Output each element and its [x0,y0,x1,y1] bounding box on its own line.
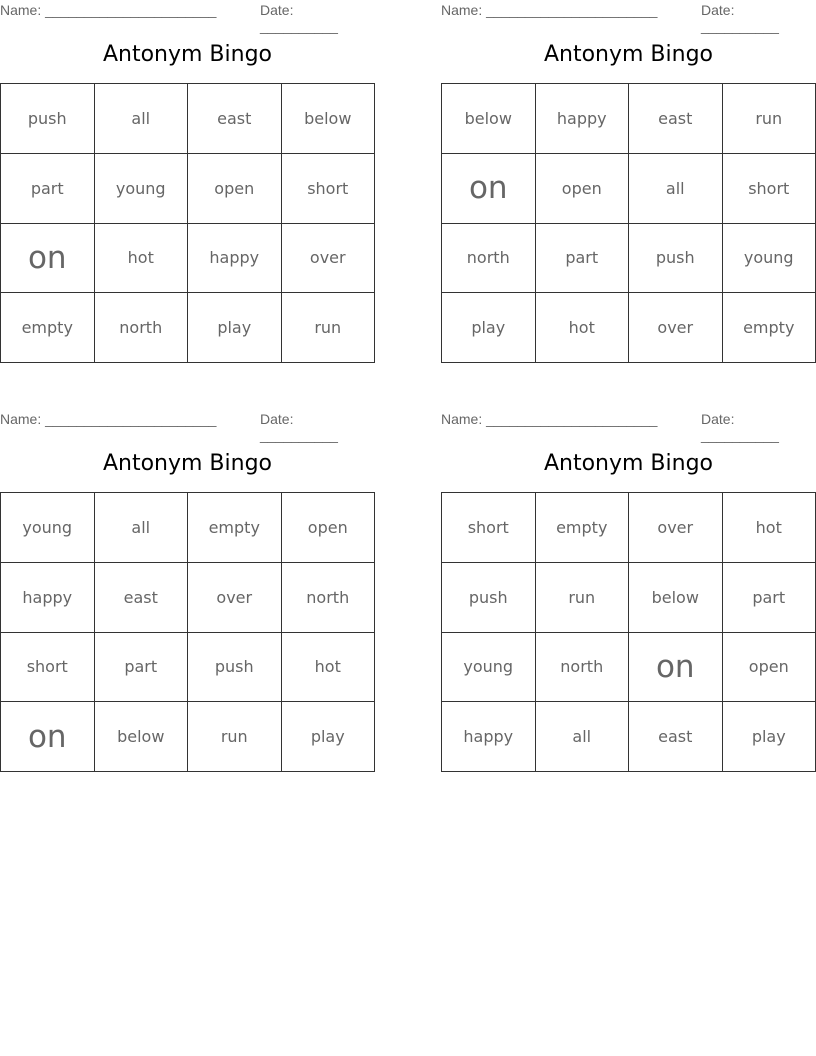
bingo-cell: north [282,563,376,633]
bingo-cell: open [282,493,376,563]
bingo-cell: young [1,493,95,563]
bingo-card-4 [441,409,816,774]
bingo-cell: run [188,702,282,772]
bingo-cell: all [629,154,723,224]
bingo-cell: empty [1,293,95,363]
bingo-cell: part [723,563,816,633]
bingo-cell: hot [95,224,189,294]
bingo-cell: hot [723,493,816,563]
bingo-grid [441,492,816,772]
bingo-card-2 [441,0,816,365]
bingo-cell: empty [188,493,282,563]
bingo-cell: east [629,702,723,772]
date-field-label: Date: __________ [260,2,338,34]
bingo-cell: over [188,563,282,633]
bingo-cell: part [1,154,95,224]
bingo-cell: short [282,154,376,224]
bingo-cell: north [536,633,630,703]
bingo-cell: run [723,84,816,154]
bingo-cell: push [442,563,536,633]
bingo-card-3 [0,409,375,774]
bingo-cell: below [442,84,536,154]
bingo-cell: all [536,702,630,772]
card-title: Antonym Bingo [543,42,714,67]
date-field-label: Date: __________ [260,411,338,443]
bingo-cell: empty [536,493,630,563]
bingo-cell: run [536,563,630,633]
bingo-cell-free: on [629,633,723,703]
bingo-cell: young [723,224,816,294]
bingo-cell-free: on [1,224,95,294]
date-field-label: Date: __________ [701,2,779,34]
bingo-cell: play [282,702,376,772]
bingo-cell: play [188,293,282,363]
card-header [0,2,375,34]
bingo-cell: play [723,702,816,772]
date-field-label: Date: __________ [701,411,779,443]
bingo-cell: below [282,84,376,154]
name-field-label: Name: ______________________ [441,411,658,427]
bingo-cell: push [1,84,95,154]
bingo-cell: hot [536,293,630,363]
name-field-label: Name: ______________________ [0,2,217,18]
bingo-cell: push [629,224,723,294]
bingo-cell: happy [188,224,282,294]
bingo-cell: open [723,633,816,703]
bingo-cell: part [536,224,630,294]
name-field-label: Name: ______________________ [0,411,217,427]
bingo-cell-free: on [442,154,536,224]
bingo-cell: east [188,84,282,154]
card-header [441,411,816,443]
bingo-cell: east [629,84,723,154]
card-title: Antonym Bingo [102,42,273,67]
bingo-cell: all [95,84,189,154]
name-field-label: Name: ______________________ [441,2,658,18]
bingo-cell: open [188,154,282,224]
bingo-grid [441,83,816,363]
bingo-cell: push [188,633,282,703]
bingo-card-1 [0,0,375,365]
bingo-cell: north [442,224,536,294]
bingo-cell: all [95,493,189,563]
card-header [0,411,375,443]
bingo-cell: east [95,563,189,633]
bingo-cell: over [282,224,376,294]
bingo-cell: north [95,293,189,363]
bingo-cell: happy [442,702,536,772]
bingo-cell: short [723,154,816,224]
bingo-cell: over [629,293,723,363]
bingo-cell: young [442,633,536,703]
bingo-cell: over [629,493,723,563]
bingo-cell: hot [282,633,376,703]
bingo-cell: play [442,293,536,363]
bingo-grid [0,83,375,363]
bingo-cell: open [536,154,630,224]
card-header [441,2,816,34]
bingo-cell: run [282,293,376,363]
bingo-cell: happy [1,563,95,633]
card-title: Antonym Bingo [543,451,714,476]
bingo-cell: happy [536,84,630,154]
bingo-cell: short [1,633,95,703]
bingo-cell: young [95,154,189,224]
bingo-grid [0,492,375,772]
bingo-cell-free: on [1,702,95,772]
bingo-cell: part [95,633,189,703]
card-title: Antonym Bingo [102,451,273,476]
bingo-cell: short [442,493,536,563]
bingo-cell: below [95,702,189,772]
bingo-cell: empty [723,293,816,363]
bingo-cell: below [629,563,723,633]
